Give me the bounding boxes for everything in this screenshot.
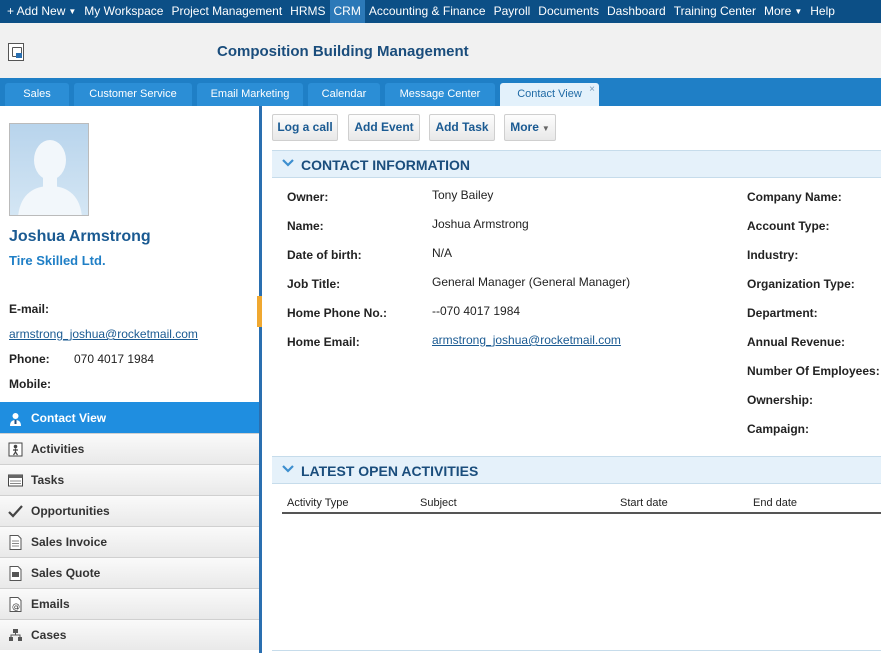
ownership-label: Ownership: [747, 393, 814, 407]
cases-icon [8, 628, 23, 643]
nav-add-new-label: + Add New [7, 4, 66, 18]
contact-information-header[interactable] [272, 150, 881, 178]
number-of-employees-label: Number Of Employees: [747, 364, 880, 378]
sidebar-item-emails[interactable] [0, 588, 259, 619]
job-title-label: Job Title: [287, 277, 341, 291]
tab-email-marketing[interactable]: Email Marketing [197, 83, 303, 106]
tab-calendar[interactable]: Calendar [308, 83, 380, 106]
home-email-label: Home Email: [287, 335, 360, 349]
job-title-value: General Manager (General Manager) [432, 275, 631, 289]
sidebar-item-sales-quote[interactable] [0, 557, 259, 588]
contact-name: Joshua Armstrong [9, 228, 151, 245]
sidebar-item-tasks[interactable] [0, 464, 259, 495]
sidebar-item-label: Opportunities [31, 504, 110, 518]
nav-help[interactable]: Help [810, 4, 835, 18]
section-bottom-divider [272, 650, 881, 651]
sidebar-item-contact-view[interactable] [0, 402, 259, 433]
nav-more[interactable] [760, 0, 806, 23]
nav-dashboard[interactable]: Dashboard [606, 4, 666, 18]
sidebar-item-label: Activities [31, 442, 85, 456]
tab-bar [0, 78, 881, 106]
close-icon[interactable]: × [589, 84, 595, 95]
nav-accounting-finance[interactable]: Accounting & Finance [368, 4, 486, 18]
sidebar-item-activities[interactable] [0, 433, 259, 464]
industry-label: Industry: [747, 248, 799, 262]
account-type-label: Account Type: [747, 219, 830, 233]
nav-payroll[interactable]: Payroll [493, 4, 531, 18]
name-value: Joshua Armstrong [432, 217, 529, 231]
latest-open-activities-header[interactable] [272, 456, 881, 484]
home-phone-label: Home Phone No.: [287, 306, 388, 320]
quote-icon [8, 566, 23, 581]
tab-message-center[interactable]: Message Center [385, 83, 495, 106]
sidebar-item-label: Cases [31, 628, 67, 642]
more-button[interactable] [504, 114, 556, 141]
nav-more-label: More [763, 4, 792, 18]
section-title: CONTACT INFORMATION [301, 157, 471, 173]
more-button-label: More [510, 120, 539, 134]
contact-icon [8, 411, 23, 426]
email-link[interactable]: armstrong_joshua@rocketmail.com [9, 327, 198, 341]
date-of-birth-value: N/A [432, 246, 453, 260]
nav-hrms[interactable]: HRMS [290, 4, 326, 18]
nav-documents[interactable]: Documents [538, 4, 599, 18]
tab-contact-view[interactable] [500, 83, 599, 106]
company-name-label: Company Name: [747, 190, 842, 204]
sidebar-item-label: Emails [31, 597, 70, 611]
log-call-button[interactable]: Log a call [272, 114, 338, 141]
chevron-down-icon: ▼ [794, 7, 803, 16]
sidebar-item-opportunities[interactable] [0, 495, 259, 526]
svg-text:@: @ [12, 601, 20, 611]
nav-add-new[interactable] [0, 0, 80, 23]
active-item-marker [257, 296, 262, 327]
annual-revenue-label: Annual Revenue: [747, 335, 846, 349]
activities-icon [8, 442, 23, 457]
date-of-birth-label: Date of birth: [287, 248, 362, 262]
company-name-link[interactable]: Tire Skilled Ltd. [9, 253, 106, 268]
tasks-icon [8, 473, 23, 488]
sidebar-item-sales-invoice[interactable] [0, 526, 259, 557]
chevron-down-icon [282, 463, 294, 478]
sidebar-item-label: Tasks [31, 473, 65, 487]
section-title: LATEST OPEN ACTIVITIES [301, 463, 479, 479]
sidebar-item-cases[interactable] [0, 619, 259, 650]
nav-project-management[interactable]: Project Management [171, 4, 283, 18]
email-label: E-mail: [9, 302, 50, 316]
home-email-link[interactable]: armstrong_joshua@rocketmail.com [432, 333, 621, 347]
invoice-icon [8, 535, 23, 550]
owner-label: Owner: [287, 190, 329, 204]
home-phone-value: --070 4017 1984 [432, 304, 521, 318]
app-logo-icon [8, 43, 24, 61]
sidebar-item-label: Contact View [31, 411, 107, 425]
person-silhouette-icon [10, 124, 89, 216]
page-title: Composition Building Management [217, 43, 469, 60]
tab-customer-service[interactable]: Customer Service [74, 83, 192, 106]
contact-sidebar [0, 106, 262, 653]
organization-type-label: Organization Type: [747, 277, 855, 291]
nav-crm[interactable]: CRM [330, 0, 365, 23]
table-header-divider [282, 512, 881, 514]
department-label: Department: [747, 306, 818, 320]
campaign-label: Campaign: [747, 422, 810, 436]
tab-sales[interactable]: Sales [5, 83, 69, 106]
sidebar-item-label: Sales Quote [31, 566, 101, 580]
checkmark-icon [8, 504, 23, 519]
phone-label: Phone: [9, 352, 50, 366]
side-menu [0, 402, 259, 650]
chevron-down-icon: ▼ [68, 7, 77, 16]
mobile-label: Mobile: [9, 377, 51, 391]
tab-contact-view-label: Contact View [517, 88, 582, 100]
chevron-down-icon: ▼ [541, 124, 550, 133]
nav-my-workspace[interactable]: My Workspace [84, 4, 164, 18]
avatar [9, 123, 89, 216]
name-label: Name: [287, 219, 324, 233]
column-header-activity-type[interactable]: Activity Type [287, 497, 349, 509]
add-task-button[interactable]: Add Task [429, 114, 495, 141]
phone-value: 070 4017 1984 [74, 352, 155, 366]
column-header-end-date[interactable]: End date [753, 497, 798, 509]
column-header-start-date[interactable]: Start date [620, 497, 668, 509]
chevron-down-icon [282, 157, 294, 172]
sidebar-item-label: Sales Invoice [31, 535, 108, 549]
add-event-button[interactable]: Add Event [348, 114, 420, 141]
top-nav [0, 0, 881, 23]
email-icon [8, 597, 23, 612]
page-header [0, 23, 881, 78]
owner-value: Tony Bailey [432, 188, 494, 202]
column-header-subject[interactable]: Subject [420, 497, 457, 509]
nav-training-center[interactable]: Training Center [673, 4, 756, 18]
